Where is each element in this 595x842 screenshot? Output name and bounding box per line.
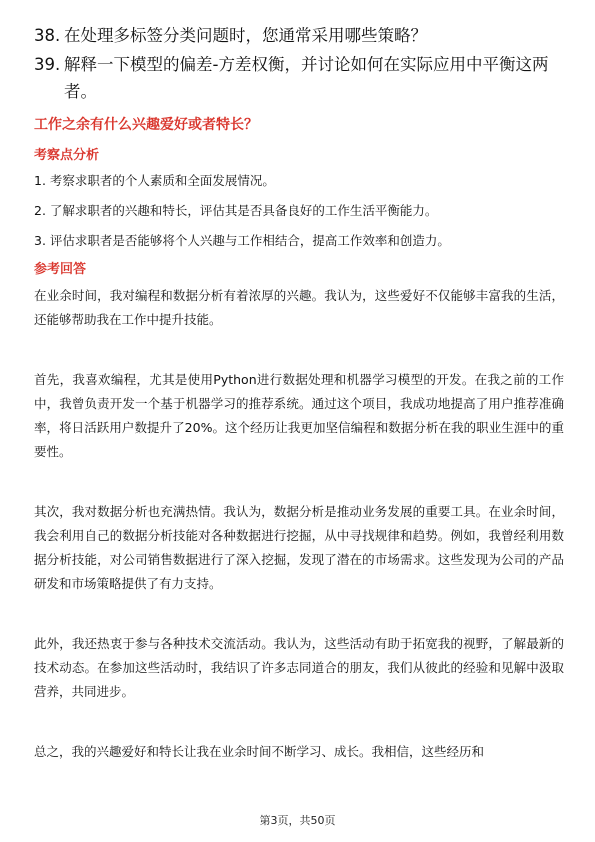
answer-paragraph: 在业余时间，我对编程和数据分析有着浓厚的兴趣。我认为，这些爱好不仅能够丰富我的生活，还能够帮助我在工作中提升技能。: [34, 288, 564, 327]
analysis-heading: 考察点分析: [34, 148, 100, 163]
analysis-point: 2. 了解求职者的兴趣和特长，评估其是否具备良好的工作生活平衡能力。: [34, 203, 438, 218]
answer-paragraph: 其次，我对数据分析也充满热情。我认为，数据分析是推动业务发展的重要工具。在业余时间，我会利用自己的数据分析技能对各种数据进行挖掘，从中寻找规律和趋势。例如，我曾经利用数据分析技能，对公司销售数据进行了深入挖掘，发现了潜在的市场需求。这些发现为公司的产品研发和市场策略提供了有力支持。: [34, 504, 564, 591]
analysis-point: 3. 评估求职者是否能够将个人兴趣与工作相结合，提高工作效率和创造力。: [34, 233, 450, 248]
analysis-list: [34, 170, 564, 251]
answer-paragraph: 此外，我还热衷于参与各种技术交流活动。我认为，这些活动有助于拓宽我的视野，了解最新的技术动态。在参加这些活动时，我结识了许多志同道合的朋友，我们从彼此的经验和见解中汲取营养，共同进步。: [34, 636, 564, 699]
question-item: [34, 22, 564, 49]
interview-question-section: [34, 114, 564, 800]
question-text: 解释一下模型的偏差-方差权衡，并讨论如何在实际应用中平衡这两者。: [64, 55, 549, 101]
question-item: [34, 51, 564, 105]
question-number: 39.: [34, 55, 61, 74]
question-text: 在处理多标签分类问题时，您通常采用哪些策略？: [64, 26, 427, 45]
analysis-point: 1. 考察求职者的个人素质和全面发展情况。: [34, 173, 275, 188]
question-number: 38.: [34, 26, 61, 45]
answer-paragraph: 首先，我喜欢编程，尤其是使用Python进行数据处理和机器学习模型的开发。在我之前的工作中，我曾负责开发一个基于机器学习的推荐系统。通过这个项目，我成功地提高了用户推荐准确率，将日活跃用户数提升了20%。这个经历让我更加坚信编程和数据分析在我的职业生涯中的重要性。: [34, 372, 564, 459]
page-footer: 第3页，共50页: [259, 814, 336, 827]
answer-heading: 参考回答: [34, 262, 87, 277]
section-heading: 工作之余有什么兴趣爱好或者特长？: [34, 117, 258, 133]
answer-paragraph: 总之，我的兴趣爱好和特长让我在业余时间不断学习、成长。我相信，这些经历和: [34, 744, 485, 759]
question-list: [34, 22, 564, 107]
